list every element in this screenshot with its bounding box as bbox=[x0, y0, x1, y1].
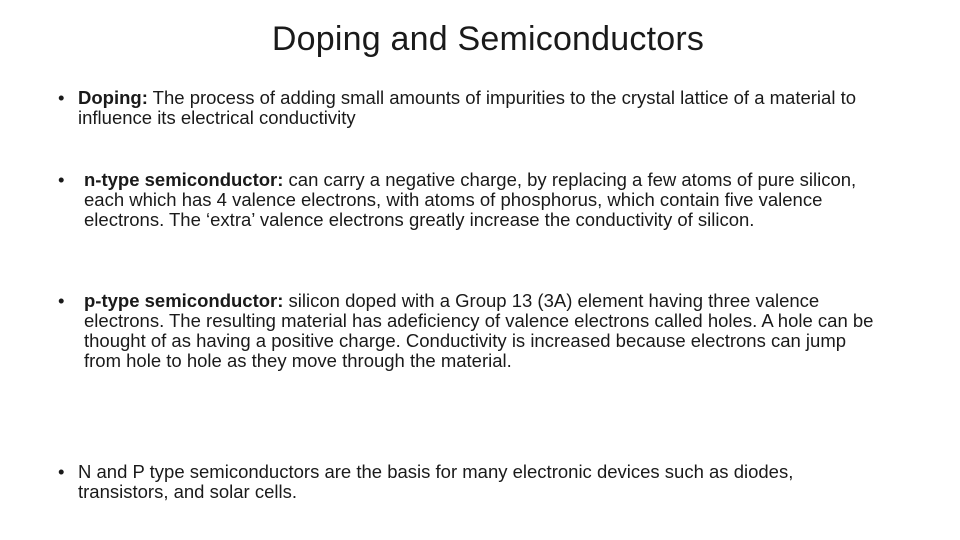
slide-title: Doping and Semiconductors bbox=[271, 20, 705, 58]
bullet-term: Doping: bbox=[78, 87, 148, 108]
bullet-text: can carry a negative charge, by replacing a few atoms of pure silicon, each which has 4 valence electrons, with atoms of phosphorus, which contain five valence electrons. The ‘extra’ valence electrons greatly increase the conductivity of silicon. bbox=[84, 169, 857, 230]
bullet-term: p-type semiconductor: bbox=[84, 290, 284, 311]
bullet-p-type bbox=[58, 291, 878, 371]
bullet-applications bbox=[58, 462, 878, 502]
bullet-marker: • bbox=[58, 87, 65, 108]
bullet-body bbox=[78, 88, 878, 128]
bullet-marker: • bbox=[58, 290, 65, 311]
bullet-body bbox=[78, 170, 878, 230]
bullet-n-type bbox=[58, 170, 878, 230]
bullet-doping bbox=[58, 88, 878, 128]
bullet-text: silicon doped with a Group 13 (3A) element having three valence electrons. The resulting material has adeficiency of valence electrons called holes. A hole can be thought of as having a positive charge. Conductivity is increased because electrons can jump from hole to hole as they move through the material. bbox=[84, 290, 874, 371]
bullet-marker: • bbox=[58, 461, 65, 482]
bullet-text: N and P type semiconductors are the basis for many electronic devices such as diodes, transistors, and solar cells. bbox=[78, 461, 794, 502]
bullet-body bbox=[78, 291, 878, 371]
bullet-marker: • bbox=[58, 169, 65, 190]
bullet-body bbox=[78, 462, 878, 502]
bullet-term: n-type semiconductor: bbox=[84, 169, 284, 190]
bullet-text: The process of adding small amounts of impurities to the crystal lattice of a material to influence its electrical conductivity bbox=[78, 87, 856, 128]
